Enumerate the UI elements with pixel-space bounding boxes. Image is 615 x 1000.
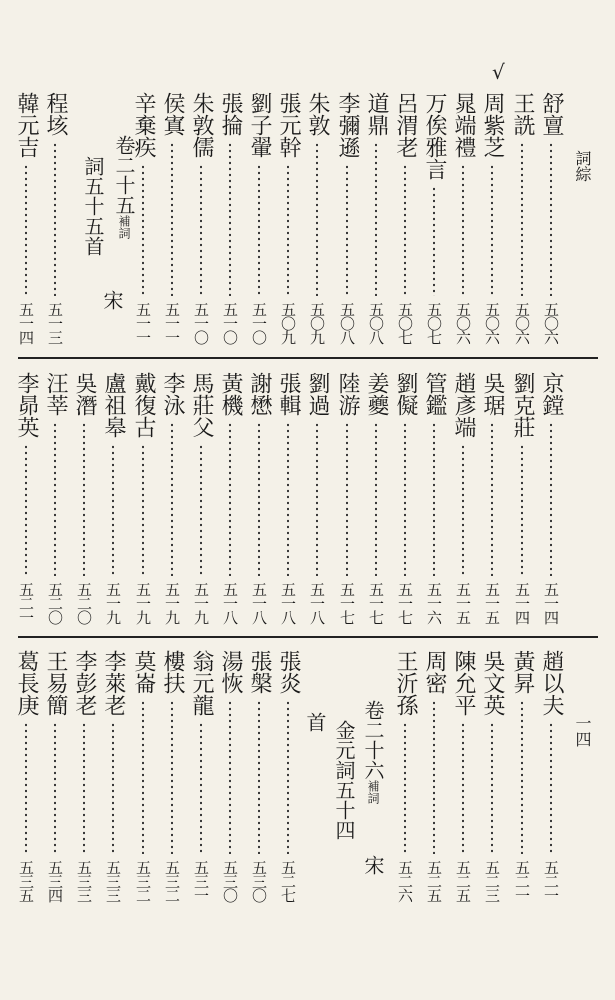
poet-name: 莫崙 [131, 650, 156, 694]
juan-25-supplement: 補詞 [117, 215, 131, 239]
toc-entry [216, 650, 244, 902]
page-number: 五一八 [279, 582, 297, 624]
toc-entry [303, 372, 331, 624]
toc-entry [12, 92, 40, 344]
dot-leader [287, 422, 289, 576]
toc-entry [245, 650, 273, 902]
poet-name: 張元幹 [276, 92, 301, 158]
poet-name: 葛長庚 [14, 650, 39, 716]
poet-name: 辛棄疾 [131, 92, 156, 158]
page-number: 五一〇 [250, 302, 268, 344]
poet-name: 汪莘 [43, 372, 68, 416]
toc-entry [12, 650, 40, 902]
dot-leader [54, 142, 56, 296]
toc-entry [216, 92, 244, 344]
poet-name: 王沂孫 [393, 650, 418, 716]
dot-leader [25, 722, 27, 854]
page-number: 五一九 [104, 582, 122, 624]
page-number: 五一八 [308, 582, 326, 624]
poet-name: 黃昇 [510, 650, 535, 694]
dot-leader [491, 164, 493, 296]
toc-entry [391, 372, 419, 624]
dot-leader [142, 700, 144, 854]
page-number: 五〇九 [279, 302, 297, 344]
page-number: 五一六 [425, 582, 443, 624]
dot-leader [142, 444, 144, 576]
juan-25-title: 卷二十五 [112, 135, 136, 215]
dot-leader [258, 164, 260, 296]
dot-leader [287, 700, 289, 854]
page-number: 五一四 [542, 582, 560, 624]
page-number: 五二一 [542, 860, 560, 902]
page-number: 五一九 [134, 582, 152, 624]
page-number: 五一五 [454, 582, 472, 624]
page-number: 五二五 [454, 860, 472, 902]
juan-26-heading [360, 700, 386, 804]
toc-entry [129, 650, 157, 902]
page-number: 五〇六 [483, 302, 501, 344]
poet-name: 劉克莊 [510, 372, 535, 438]
toc-entry [508, 92, 536, 344]
dot-leader [521, 142, 523, 296]
divider-top [18, 357, 598, 359]
dot-leader [258, 422, 260, 576]
poet-name: 道鼎 [364, 92, 389, 136]
dot-leader [433, 422, 435, 576]
toc-entry [245, 92, 273, 344]
toc-entry [508, 650, 536, 902]
dot-leader [200, 444, 202, 576]
poet-name: 程垓 [43, 92, 68, 136]
poet-name: 黃機 [218, 372, 243, 416]
poet-name: 万俟雅言 [422, 92, 447, 180]
page-number: 五一三 [46, 302, 64, 344]
toc-entry [187, 92, 215, 344]
page-number: 五一八 [250, 582, 268, 624]
poet-name: 周紫芝 [480, 92, 505, 158]
poet-name: 趙彥端 [451, 372, 476, 438]
dot-leader [462, 722, 464, 854]
dot-leader [550, 142, 552, 296]
dot-leader [404, 164, 406, 296]
dot-leader [171, 422, 173, 576]
dot-leader [404, 722, 406, 854]
page-number: 五一〇 [221, 302, 239, 344]
dot-leader [550, 422, 552, 576]
page-number: 五二六 [396, 860, 414, 902]
page-number: 五三〇 [221, 860, 239, 902]
page-number: 五〇八 [367, 302, 385, 344]
toc-entry [216, 372, 244, 624]
poet-name: 陳允平 [451, 650, 476, 716]
toc-entry [420, 372, 448, 624]
toc-entry [508, 372, 536, 624]
poet-name: 周密 [422, 650, 447, 694]
dot-leader [433, 700, 435, 854]
toc-entry [362, 92, 390, 344]
check-mark: √ [492, 60, 505, 84]
page-number: 五一一 [163, 302, 181, 344]
dot-leader [200, 722, 202, 854]
page-number: 五一九 [192, 582, 210, 624]
dot-leader [54, 422, 56, 576]
poet-name: 張槃 [247, 650, 272, 694]
dot-leader [171, 142, 173, 296]
toc-entry [158, 92, 186, 344]
poet-name: 吳潛 [72, 372, 97, 416]
poet-name: 馬莊父 [189, 372, 214, 438]
poet-name: 李萊老 [101, 650, 126, 716]
page-number: 五二〇 [75, 582, 93, 624]
page-number: 五一七 [338, 582, 356, 624]
dot-leader [229, 700, 231, 854]
page-number: 五〇六 [542, 302, 560, 344]
page-number: 五三三 [104, 860, 122, 902]
dot-leader [316, 422, 318, 576]
page-number: 五〇六 [454, 302, 472, 344]
page-number: 五三二 [134, 860, 152, 902]
toc-entry [478, 372, 506, 624]
page-number: 五〇七 [425, 302, 443, 344]
toc-entry [362, 372, 390, 624]
juan-26-count: 金元詞五十四 [332, 720, 356, 840]
juan-25-heading [111, 135, 137, 239]
dot-leader [200, 164, 202, 296]
toc-entry [245, 372, 273, 624]
poet-name: 朱敦 [305, 92, 330, 136]
poet-name: 侯寘 [160, 92, 185, 136]
toc-entry [420, 92, 448, 344]
toc-entry [99, 372, 127, 624]
poet-name: 謝懋 [247, 372, 272, 416]
poet-name: 李泳 [160, 372, 185, 416]
poet-name: 張掄 [218, 92, 243, 136]
poet-name: 王詵 [510, 92, 535, 136]
poet-name: 陸游 [335, 372, 360, 416]
toc-entry [187, 372, 215, 624]
toc-entry [391, 650, 419, 902]
toc-entry [99, 650, 127, 902]
dot-leader [521, 444, 523, 576]
dot-leader [258, 700, 260, 854]
page-number: 五一一 [134, 302, 152, 344]
poet-name: 李昴英 [14, 372, 39, 438]
juan-26-title: 卷二十六 [361, 700, 385, 780]
toc-entry [41, 650, 69, 902]
page-number: 五一五 [483, 582, 501, 624]
dot-leader [112, 444, 114, 576]
poet-name: 翁元龍 [189, 650, 214, 716]
toc-entry [537, 650, 565, 902]
dot-leader [83, 422, 85, 576]
dot-leader [83, 722, 85, 854]
dot-leader [54, 722, 56, 854]
juan-26-dynasty: 宋 [361, 855, 385, 875]
dot-leader [491, 722, 493, 854]
page-number: 五三三 [75, 860, 93, 902]
toc-entry [12, 372, 40, 624]
page-number: 五二七 [279, 860, 297, 902]
toc-entry [41, 92, 69, 344]
poet-name: 呂渭老 [393, 92, 418, 158]
juan-26-supplement: 補詞 [366, 780, 380, 804]
toc-entry [129, 372, 157, 624]
page-number: 五〇九 [308, 302, 326, 344]
page-number: 五二三 [483, 860, 501, 902]
dot-leader [229, 422, 231, 576]
poet-name: 張輯 [276, 372, 301, 416]
toc-entry [274, 372, 302, 624]
poet-name: 戴復古 [131, 372, 156, 438]
page-number: 五三二 [163, 860, 181, 902]
dot-leader [287, 164, 289, 296]
dot-leader [171, 700, 173, 854]
page-number: 五三一 [192, 860, 210, 902]
toc-entry [449, 92, 477, 344]
dot-leader [462, 164, 464, 296]
poet-name: 朱敦儒 [189, 92, 214, 158]
poet-name: 李彌遜 [335, 92, 360, 158]
poet-name: 王易簡 [43, 650, 68, 716]
running-page-number: 一四 [573, 715, 592, 747]
dot-leader [550, 722, 552, 854]
poet-name: 晁端禮 [451, 92, 476, 158]
running-title: 詞綜 [573, 150, 592, 182]
toc-entry [449, 372, 477, 624]
toc-entry [391, 92, 419, 344]
dot-leader [491, 422, 493, 576]
page-number: 五〇七 [396, 302, 414, 344]
poet-name: 姜夔 [364, 372, 389, 416]
poet-name: 樓扶 [160, 650, 185, 694]
poet-name: 劉子翬 [247, 92, 272, 158]
dot-leader [316, 142, 318, 296]
page-number: 五〇六 [513, 302, 531, 344]
poet-name: 吳文英 [480, 650, 505, 716]
toc-entry [187, 650, 215, 902]
page-number: 五一九 [163, 582, 181, 624]
toc-entry [41, 372, 69, 624]
poet-name: 吳琚 [480, 372, 505, 416]
page-number: 五〇八 [338, 302, 356, 344]
toc-entry [478, 650, 506, 902]
toc-entry [158, 650, 186, 902]
page-number: 五一七 [367, 582, 385, 624]
poet-name: 盧祖皋 [101, 372, 126, 438]
poet-name: 李彭老 [72, 650, 97, 716]
poet-name: 張炎 [276, 650, 301, 694]
poet-name: 京鏜 [539, 372, 564, 416]
poet-name: 管鑑 [422, 372, 447, 416]
page-number: 五二一 [513, 860, 531, 902]
dot-leader [346, 164, 348, 296]
dot-leader [521, 700, 523, 854]
poet-name: 湯恢 [218, 650, 243, 694]
page-number: 五一四 [513, 582, 531, 624]
juan-25-count: 詞五十五首 [81, 156, 105, 256]
juan-26-count-suffix: 首 [303, 712, 327, 732]
page-number: 五三四 [46, 860, 64, 902]
page-number: 五三〇 [250, 860, 268, 902]
toc-entry [70, 650, 98, 902]
page-number: 五一七 [396, 582, 414, 624]
dot-leader [375, 422, 377, 576]
dot-leader [142, 164, 144, 296]
dot-leader [25, 164, 27, 296]
toc-entry [537, 92, 565, 344]
toc-entry [158, 372, 186, 624]
dot-leader [25, 444, 27, 576]
juan-25-dynasty: 宋 [100, 290, 124, 310]
page-number: 五一八 [221, 582, 239, 624]
toc-entry [274, 650, 302, 902]
toc-entry [333, 92, 361, 344]
toc-entry [420, 650, 448, 902]
poet-name: 劉儗 [393, 372, 418, 416]
poet-name: 劉過 [305, 372, 330, 416]
poet-name: 舒亶 [539, 92, 564, 136]
dot-leader [112, 722, 114, 854]
poet-name: 韓元吉 [14, 92, 39, 158]
page-number: 五一〇 [192, 302, 210, 344]
dot-leader [375, 142, 377, 296]
dot-leader [229, 142, 231, 296]
page-number: 五二〇 [46, 582, 64, 624]
page-number: 五二五 [425, 860, 443, 902]
dot-leader [404, 422, 406, 576]
page-number: 五一四 [17, 302, 35, 344]
toc-entry [478, 92, 506, 344]
toc-entry [537, 372, 565, 624]
dot-leader [462, 444, 464, 576]
toc-entry [333, 372, 361, 624]
toc-entry [70, 372, 98, 624]
poet-name: 趙以夫 [539, 650, 564, 716]
page-number: 五三五 [17, 860, 35, 902]
page-number: 五二一 [17, 582, 35, 624]
toc-entry [303, 92, 331, 344]
toc-entry [449, 650, 477, 902]
divider-bottom [18, 636, 598, 638]
dot-leader [346, 422, 348, 576]
dot-leader [433, 186, 435, 296]
toc-entry [274, 92, 302, 344]
